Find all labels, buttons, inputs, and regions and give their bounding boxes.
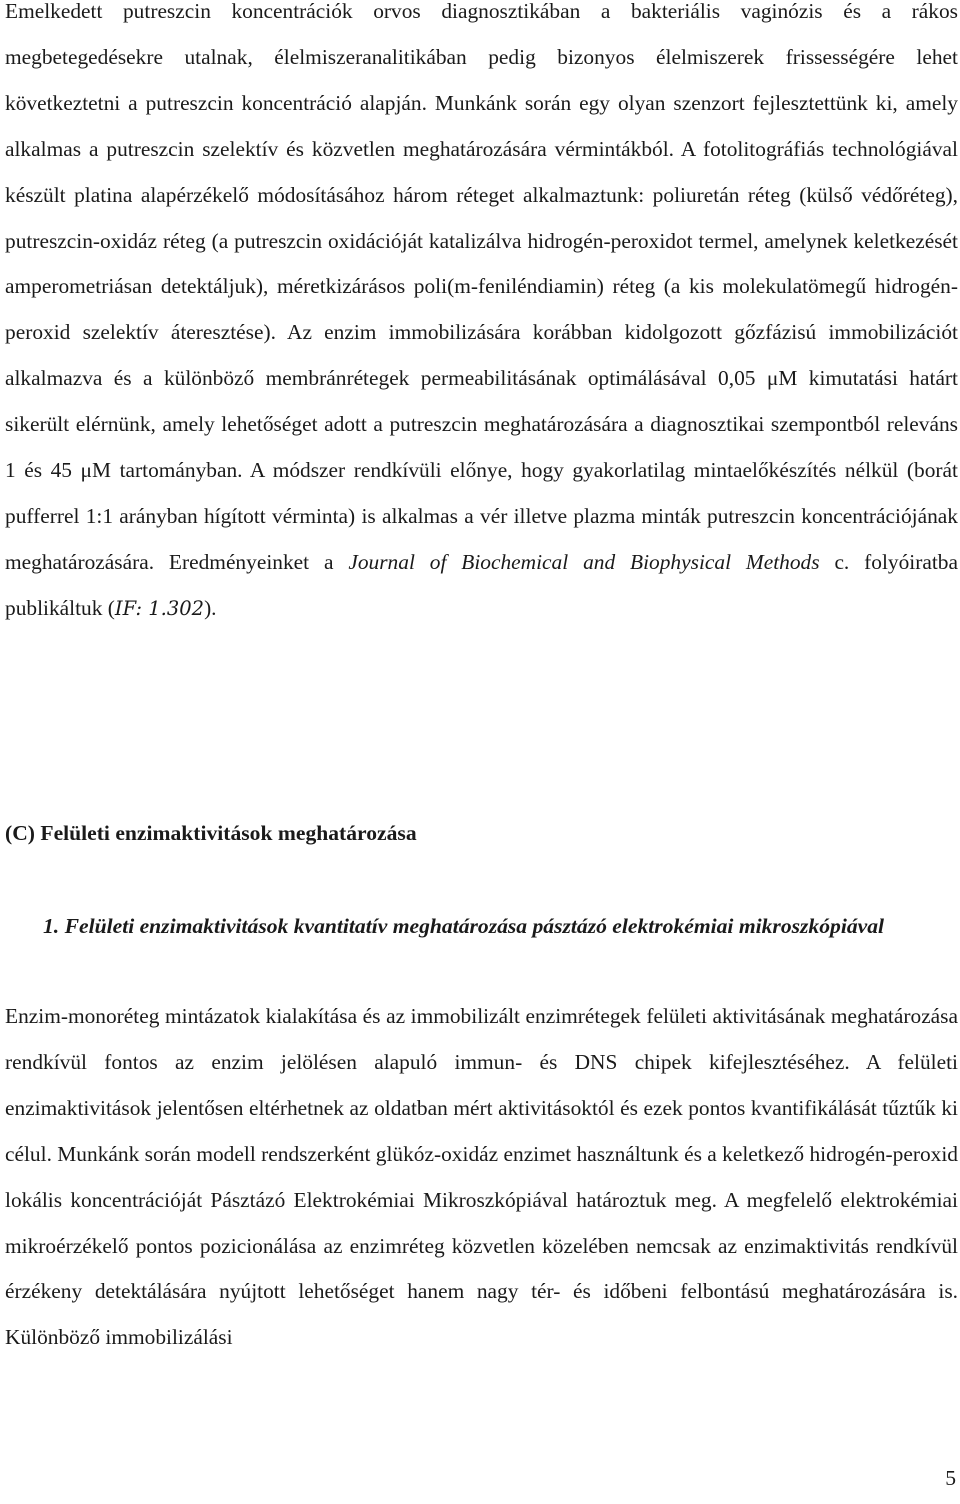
document-page bbox=[5, 0, 959, 1350]
section-heading: (C) Felületi enzimaktivitások meghatározása bbox=[5, 821, 417, 845]
page-number: 5 bbox=[945, 1466, 956, 1490]
paragraph-text-continued: c. folyóiratba publikáltuk ( bbox=[5, 549, 959, 620]
paragraph-text-end: ). bbox=[204, 595, 217, 620]
journal-name: Journal of Biochemical and Biophysical Methods bbox=[348, 549, 820, 574]
paragraph-putrescine-sensor bbox=[5, 0, 958, 632]
sub-heading-number: 1. bbox=[43, 914, 60, 938]
sub-heading-text: Felületi enzimaktivitások kvantitatív meghatározása pásztázó elektrokémiai mikroszkópiával bbox=[64, 914, 884, 938]
impact-factor: IF: 1.302 bbox=[114, 596, 205, 620]
paragraph-text: Emelkedett putreszcin koncentrációk orvos diagnosztikában a bakteriális vaginózis és a rákos megbetegedésekre utalnak, élelmiszeranalitikában pedig bizonyos élelmiszerek frissességére lehet következtetni a putreszcin koncentráció alapján. Munkánk során egy olyan szenzort fejlesztettünk ki, amely alkalmas a putreszcin szelektív és közvetlen meghatározására vérmintákból. A fotolitográfiás technológiával készült platina alapérzékelő módosításához három réteget alkalmaztunk: poliuretán réteg (külső védőréteg), putreszcin-oxidáz réteg (a putreszcin oxidációját katalizálva hidrogén-peroxidot termel, amelynek keletkezését amperometriásan detektáljuk), méretkizárásos poli(m-feniléndiamin) réteg (a kis molekulatömegű hidrogén-peroxid szelektív áteresztése). Az enzim immobilizására korábban kidolgozott gőzfázisú immobilizációt alkalmazva és a különböző membránrétegek permeabilitásának optimálásával 0,05 μM kimutatási határt sikerült elérnünk, amely lehetőséget adott a putreszcin meghatározására a diagnosztikai szempontból releváns 1 és 45 μM tartományban. A módszer rendkívüli előnye, hogy gyakorlatilag mintaelőkészítés nélkül (borát pufferrel 1:1 arányban hígított vérminta) is alkalmas a vér illetve plazma minták putreszcin koncentrációjának meghatározására. Eredményeinket a bbox=[5, 0, 958, 574]
sub-heading bbox=[5, 903, 958, 949]
paragraph-surface-enzyme-activity: Enzim-monoréteg mintázatok kialakítása és az immobilizált enzimrétegek felületi aktivitásának meghatározása rendkívül fontos az enzim jelölésen alapuló immun- és DNS chipek kifejlesztéséhez. A felületi enzimaktivitások jelentősen eltérhetnek az oldatban mért aktivitásoktól és ezek pontos kvantifikálását tűztűk ki célul. Munkánk során modell rendszerként glükóz-oxidáz enzimet használtunk és a keletkező hidrogén-peroxid lokális koncentrációját Pásztázó Elektrokémiai Mikroszkópiával határoztuk meg. A megfelelő elektrokémiai mikroérzékelő pontos pozicionálása az enzimréteg közvetlen közelében nemcsak az enzimaktivitás rendkívül érzékeny detektálására nyújtott lehetőséget hanem nagy tér- és időbeni felbontású meghatározására is. Különböző immobilizálási bbox=[5, 1004, 958, 1350]
